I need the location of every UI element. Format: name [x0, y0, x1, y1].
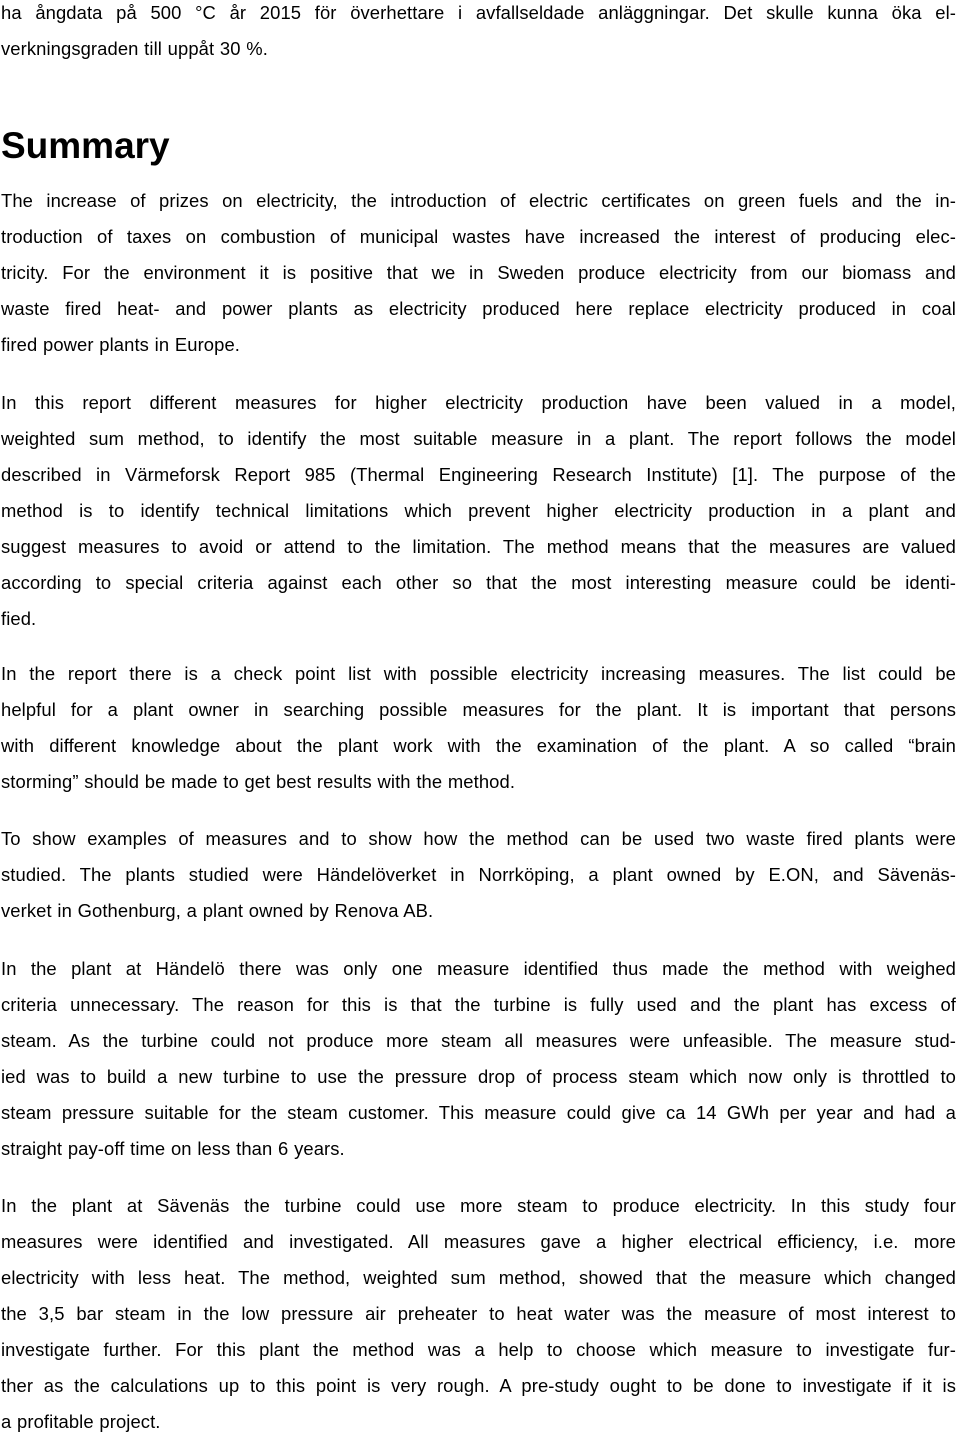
intro-line: ha ångdata på 500 °C år 2015 för överhettare i avfallseldade anläggningar. Det skulle kunna öka el- [1, 2, 956, 23]
paragraph-2-line: described in Värmeforsk Report 985 (Thermal Engineering Research Institute) [1]. The purpose of the [1, 464, 956, 485]
paragraph-2-line: In this report different measures for higher electricity production have been valued in a model, [1, 392, 956, 413]
paragraph-6-line: measures were identified and investigated. All measures gave a higher electrical efficiency, i.e. more [1, 1231, 956, 1252]
paragraph-1-line: tricity. For the environment it is positive that we in Sweden produce electricity from our biomass and [1, 262, 956, 283]
paragraph-5-line: ied was to build a new turbine to use the pressure drop of process steam which now only is throttled to [1, 1066, 956, 1087]
paragraph-2-line: weighted sum method, to identify the most suitable measure in a plant. The report follows the model [1, 428, 956, 449]
paragraph-2-line: suggest measures to avoid or attend to the limitation. The method means that the measures are valued [1, 536, 956, 557]
paragraph-3-line: storming” should be made to get best results with the method. [1, 771, 516, 792]
section-heading: Summary [1, 125, 170, 166]
paragraph-4-line: To show examples of measures and to show how the method can be used two waste fired plants were [1, 828, 956, 849]
paragraph-6-line: a profitable project. [1, 1411, 161, 1432]
paragraph-6-line: the 3,5 bar steam in the low pressure air preheater to heat water was the measure of most interest to [1, 1303, 956, 1324]
paragraph-1-line: The increase of prizes on electricity, the introduction of electric certificates on green fuels and the in- [1, 190, 956, 211]
paragraph-4-line: studied. The plants studied were Händelöverket in Norrköping, a plant owned by E.ON, and Sävenäs- [1, 864, 956, 885]
paragraph-6-line: electricity with less heat. The method, weighted sum method, showed that the measure which changed [1, 1267, 956, 1288]
paragraph-1-line: waste fired heat- and power plants as electricity produced here replace electricity produced in coal [1, 298, 956, 319]
paragraph-2-line: according to special criteria against each other so that the most interesting measure could be identi- [1, 572, 956, 593]
paragraph-5-line: criteria unnecessary. The reason for this is that the turbine is fully used and the plant has excess of [1, 994, 956, 1015]
paragraph-1-line: troduction of taxes on combustion of municipal wastes have increased the interest of producing elec- [1, 226, 956, 247]
paragraph-4-line: verket in Gothenburg, a plant owned by Renova AB. [1, 900, 434, 921]
paragraph-6-line: ther as the calculations up to this point is very rough. A pre-study ought to be done to investigate if it is [1, 1375, 956, 1396]
paragraph-6-line: investigate further. For this plant the method was a help to choose which measure to investigate fur- [1, 1339, 956, 1360]
paragraph-6-line: In the plant at Sävenäs the turbine could use more steam to produce electricity. In this study four [1, 1195, 956, 1216]
paragraph-5-line: straight pay-off time on less than 6 years. [1, 1138, 345, 1159]
paragraph-2-line: fied. [1, 608, 37, 629]
paragraph-5-line: In the plant at Händelö there was only one measure identified thus made the method with weighed [1, 958, 956, 979]
paragraph-2-line: method is to identify technical limitations which prevent higher electricity production in a plant and [1, 500, 956, 521]
paragraph-5-line: steam. As the turbine could not produce more steam all measures were unfeasible. The measure stud- [1, 1030, 956, 1051]
paragraph-1-line: fired power plants in Europe. [1, 334, 241, 355]
paragraph-3-line: with different knowledge about the plant work with the examination of the plant. A so called “brain [1, 735, 956, 756]
paragraph-5-line: steam pressure suitable for the steam customer. This measure could give ca 14 GWh per year and had a [1, 1102, 956, 1123]
paragraph-3-line: In the report there is a check point list with possible electricity increasing measures. The list could be [1, 663, 956, 684]
intro-line: verkningsgraden till uppåt 30 %. [1, 38, 268, 59]
paragraph-3-line: helpful for a plant owner in searching possible measures for the plant. It is important that persons [1, 699, 956, 720]
